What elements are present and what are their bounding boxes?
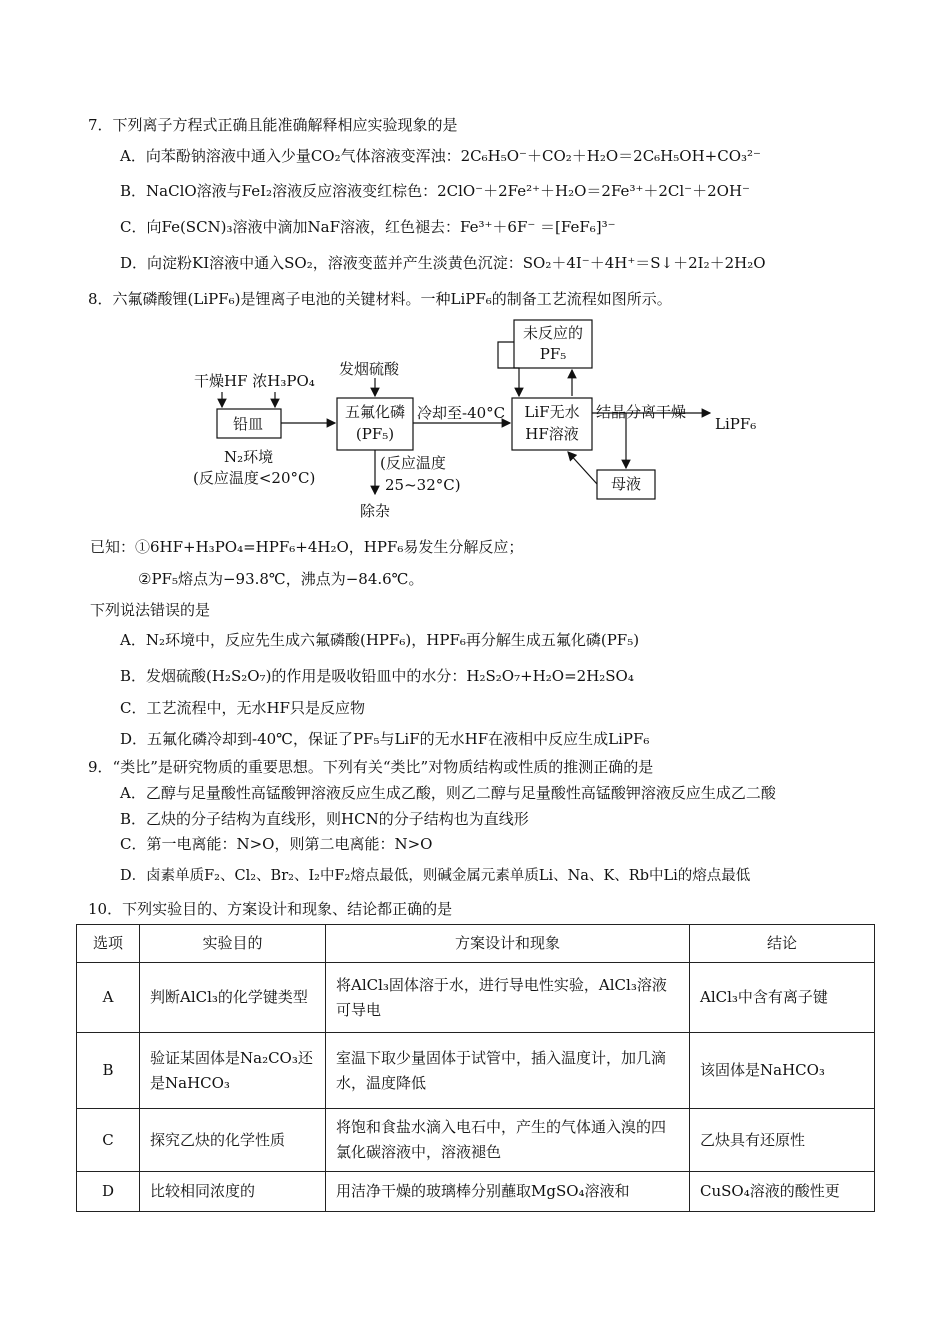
q8-option-a: A．N₂环境中，反应先生成六氟磷酸(HPF₆)，HPF₆再分解生成五氟化磷(PF₅) xyxy=(120,631,640,649)
q9-option-c: C．第一电离能：N>O，则第二电离能：N>O xyxy=(120,835,433,853)
header-plan: 方案设计和现象 xyxy=(326,925,690,963)
q8-ask: 下列说法错误的是 xyxy=(90,601,211,619)
row-conclusion: 该固体是NaHCO₃ xyxy=(690,1033,875,1109)
temp-range-label-1: (反应温度 xyxy=(380,454,446,472)
row-option: B xyxy=(77,1033,140,1109)
cooling-label: 冷却至-40°C xyxy=(417,404,506,422)
unreacted-label-2: PF₅ xyxy=(539,345,567,363)
q10-stem: 10．下列实验目的、方案设计和现象、结论都正确的是 xyxy=(88,900,453,918)
q7-option-d: D．向淀粉KI溶液中通入SO₂，溶液变蓝并产生淡黄色沉淀：SO₂＋4I⁻＋4H⁺＝S↓＋2I₂＋2H₂O xyxy=(120,254,766,272)
lead-dish-label: 铅皿 xyxy=(233,415,264,433)
oleum-label: 发烟硫酸 xyxy=(339,360,400,378)
row-conclusion: CuSO₄溶液的酸性更 xyxy=(690,1172,875,1212)
row-option: C xyxy=(77,1109,140,1172)
q8-option-c: C．工艺流程中，无水HF只是反应物 xyxy=(120,699,365,717)
row-plan: 室温下取少量固体于试管中，插入温度计，加几滴水，温度降低 xyxy=(326,1033,690,1109)
row-goal: 探究乙炔的化学性质 xyxy=(140,1109,326,1172)
row-goal: 验证某固体是Na₂CO₃还是NaHCO₃ xyxy=(140,1033,326,1109)
q9-option-b: B．乙炔的分子结构为直线形，则HCN的分子结构也为直线形 xyxy=(120,810,529,828)
table-row xyxy=(77,1172,875,1212)
q8-option-d: D．五氟化磷冷却到-40℃，保证了PF₅与LiF的无水HF在液相中反应生成LiPF₆ xyxy=(120,730,650,748)
table-row xyxy=(77,963,875,1033)
mother-liquor-label: 母液 xyxy=(610,475,641,493)
q8-option-b: B．发烟硫酸(H₂S₂O₇)的作用是吸收铅皿中的水分：H₂S₂O₇+H₂O=2H₂SO₄ xyxy=(120,667,634,685)
q9-option-d: D．卤素单质F₂、Cl₂、Br₂、I₂中F₂熔点最低，则碱金属元素单质Li、Na、K、Rb中Li的熔点最低 xyxy=(120,868,751,884)
q7-option-a: A．向苯酚钠溶液中通入少量CO₂气体溶液变浑浊：2C₆H₅O⁻＋CO₂＋H₂O＝2C₆H₅OH+CO₃²⁻ xyxy=(120,147,761,165)
table-header-row xyxy=(77,925,875,963)
q9-stem: 9．“类比”是研究物质的重要思想。下列有关“类比”对物质结构或性质的推测正确的是 xyxy=(88,758,654,776)
header-option: 选项 xyxy=(77,925,140,963)
pf5-formula-label: (PF₅) xyxy=(355,425,395,443)
process-flow-diagram xyxy=(180,318,780,523)
experiment-table xyxy=(76,924,875,1212)
q8-known-1: 已知：①6HF+H₃PO₄=HPF₆+4H₂O，HPF₆易发生分解反应； xyxy=(90,538,524,556)
n2-env-label: N₂环境 xyxy=(224,448,274,466)
row-goal: 比较相同浓度的 xyxy=(140,1172,326,1212)
lif-hf-label-2: HF溶液 xyxy=(525,425,579,443)
pf5-box-label: 五氟化磷 xyxy=(344,403,405,421)
q7-stem: 7．下列离子方程式正确且能准确解释相应实验现象的是 xyxy=(88,116,458,134)
crystallize-label: 结晶分离干燥 xyxy=(596,403,687,421)
row-option: A xyxy=(77,963,140,1033)
input-hf-h3po4-label: 干燥HF 浓H₃PO₄ xyxy=(194,372,315,390)
impurity-removal-label: 除杂 xyxy=(360,502,391,520)
lif-hf-label-1: LiF无水 xyxy=(524,403,580,421)
unreacted-label-1: 未反应的 xyxy=(522,324,583,342)
row-plan: 将AlCl₃固体溶于水，进行导电性实验，AlCl₃溶液可导电 xyxy=(326,963,690,1033)
row-plan: 将饱和食盐水滴入电石中，产生的气体通入溴的四氯化碳溶液中，溶液褪色 xyxy=(326,1109,690,1172)
table-row xyxy=(77,1033,875,1109)
q7-option-b: B．NaClO溶液与FeI₂溶液反应溶液变红棕色：2ClO⁻＋2Fe²⁺＋H₂O＝2Fe³⁺＋2Cl⁻＋2OH⁻ xyxy=(120,182,750,200)
temp-lt20-label: (反应温度<20°C) xyxy=(193,469,316,487)
row-plan: 用洁净干燥的玻璃棒分别蘸取MgSO₄溶液和 xyxy=(326,1172,690,1212)
row-goal: 判断AlCl₃的化学键类型 xyxy=(140,963,326,1033)
q9-option-a: A．乙醇与足量酸性高锰酸钾溶液反应生成乙酸，则乙二醇与足量酸性高锰酸钾溶液反应生成乙二酸 xyxy=(120,784,776,802)
header-conclusion: 结论 xyxy=(690,925,875,963)
temp-range-label-2: 25~32°C) xyxy=(385,476,461,494)
row-conclusion: AlCl₃中含有离子键 xyxy=(690,963,875,1033)
row-option: D xyxy=(77,1172,140,1212)
header-goal: 实验目的 xyxy=(140,925,326,963)
q7-option-c: C．向Fe(SCN)₃溶液中滴加NaF溶液，红色褪去：Fe³⁺＋6F⁻ ＝[FeF₆]³⁻ xyxy=(120,218,616,236)
product-label: LiPF₆ xyxy=(715,415,757,433)
q8-stem: 8．六氟磷酸锂(LiPF₆)是锂离子电池的关键材料。一种LiPF₆的制备工艺流程如图所示。 xyxy=(88,290,672,308)
q8-known-2: ②PF₅熔点为−93.8℃，沸点为−84.6℃。 xyxy=(138,570,424,588)
row-conclusion: 乙炔具有还原性 xyxy=(690,1109,875,1172)
table-row xyxy=(77,1109,875,1172)
